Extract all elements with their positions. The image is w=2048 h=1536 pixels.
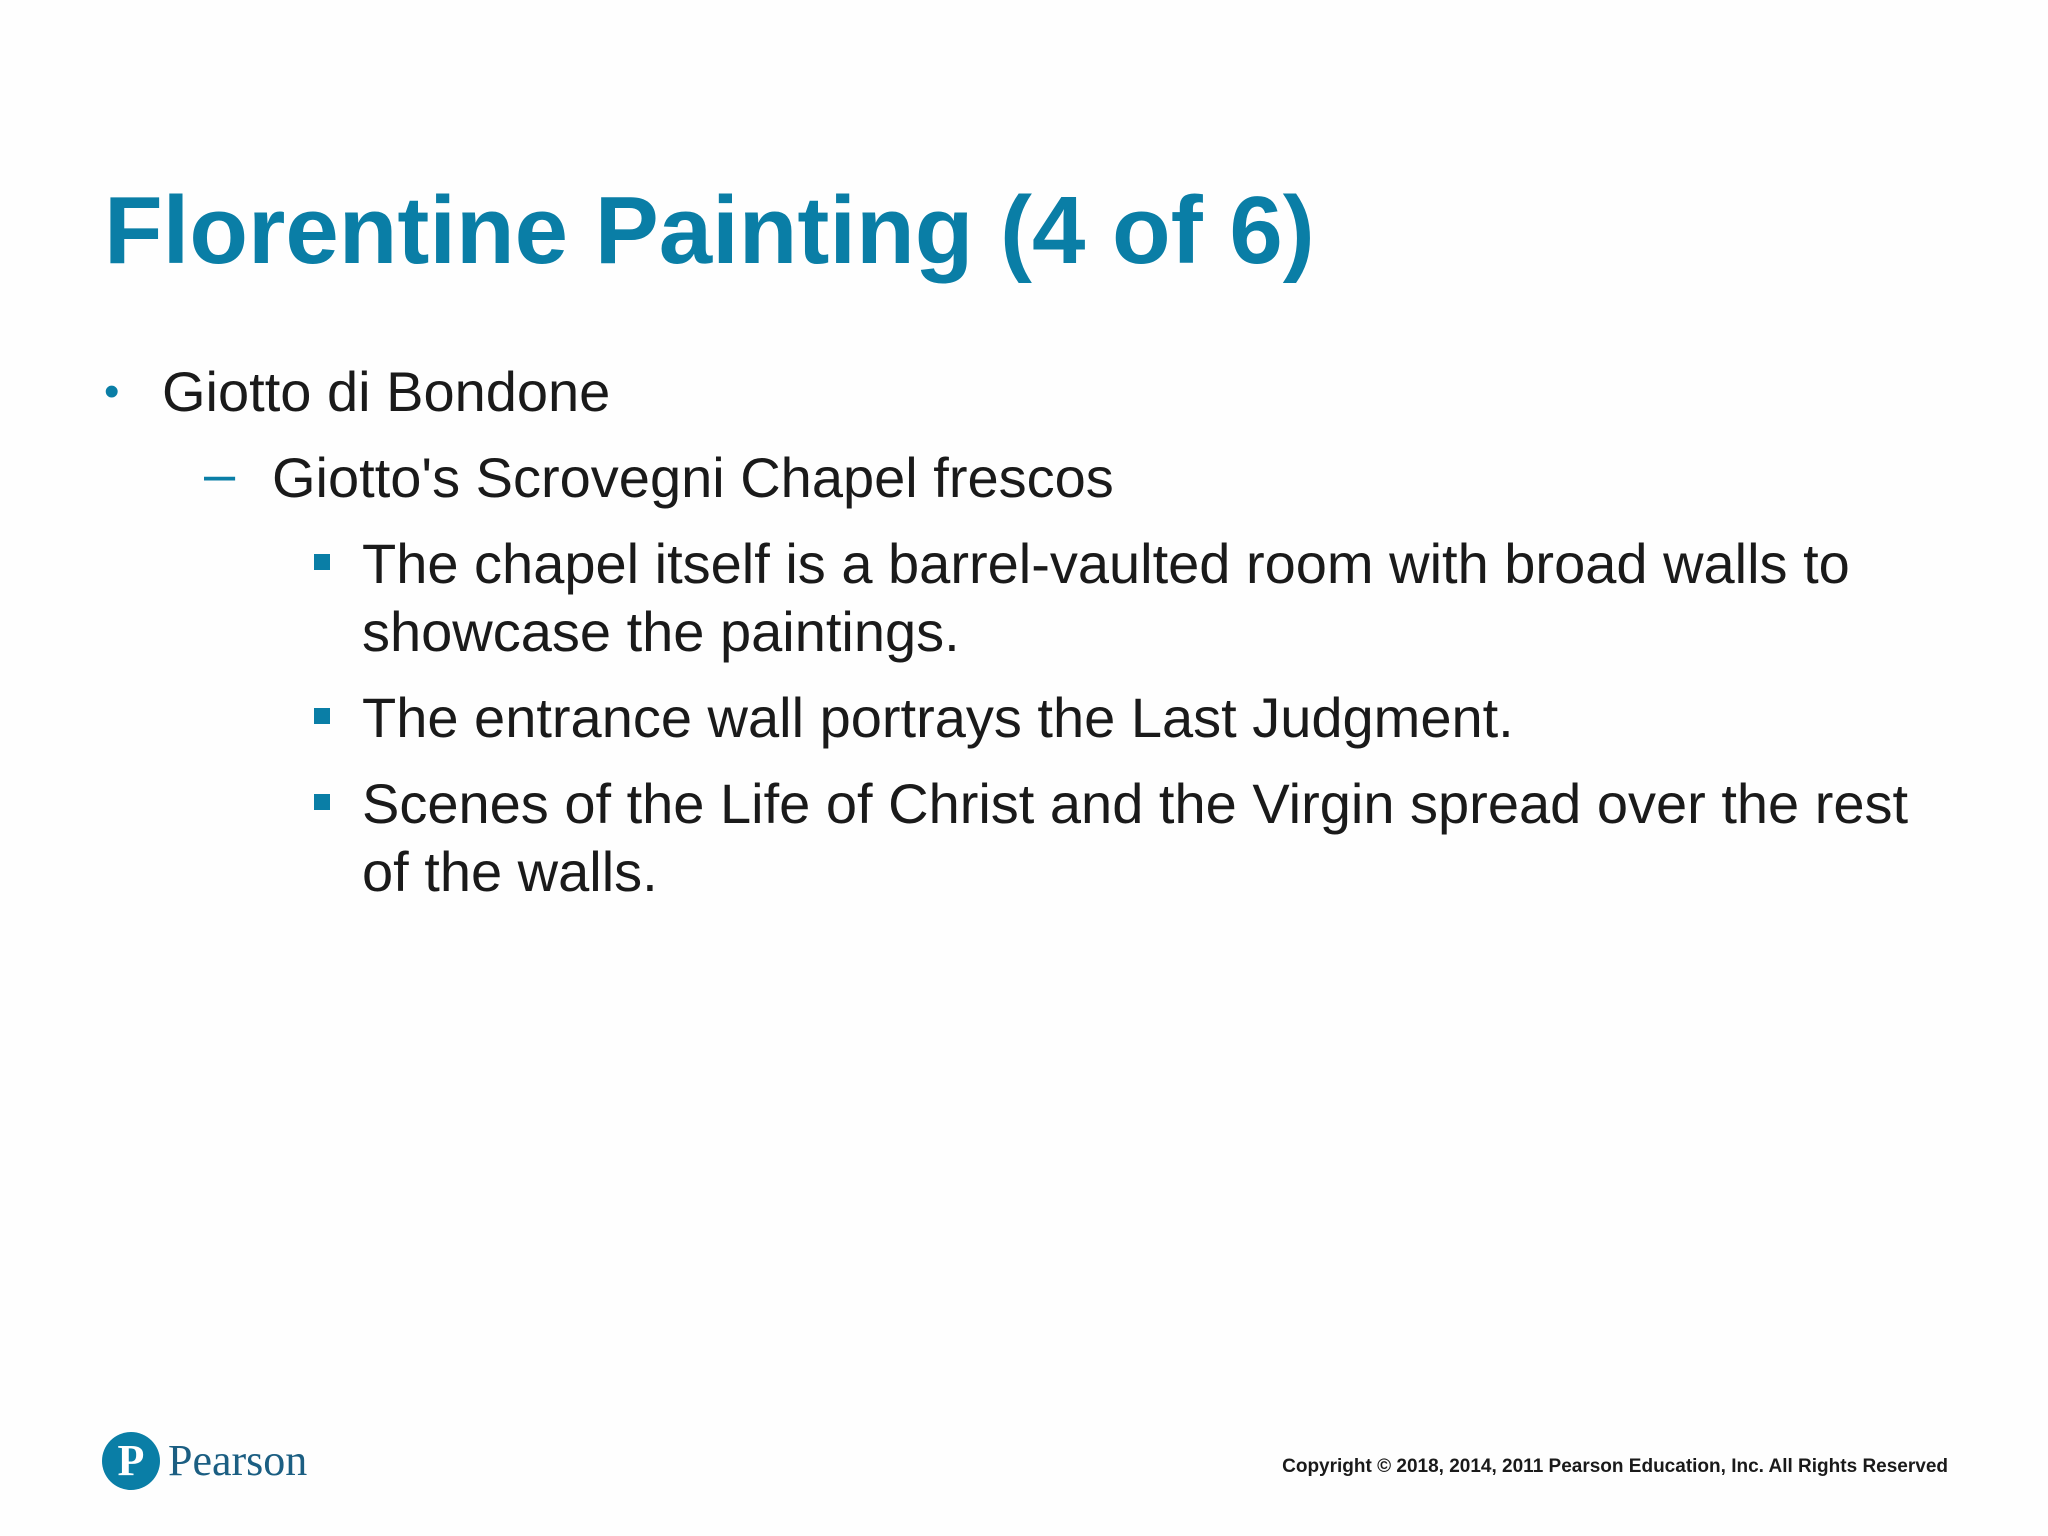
round-bullet-icon: • — [104, 367, 120, 416]
slide-title: Florentine Painting (4 of 6) — [104, 177, 1315, 284]
pearson-logo — [102, 1432, 307, 1490]
bullet-text: Scenes of the Life of Christ and the Virgin spread over the rest of the walls. — [362, 772, 1909, 903]
bullet-level3 — [362, 684, 1962, 752]
bullet-text: Giotto's Scrovegni Chapel frescos — [272, 446, 1114, 509]
square-bullet-icon — [314, 794, 330, 810]
bullet-text: Giotto di Bondone — [162, 360, 611, 423]
square-bullet-icon — [314, 554, 330, 570]
pearson-p-icon: P — [102, 1432, 160, 1490]
bullet-level3 — [362, 770, 1962, 906]
bullet-level3 — [362, 530, 1962, 666]
bullet-level2 — [204, 442, 1972, 512]
copyright-notice: Copyright © 2018, 2014, 2011 Pearson Education, Inc. All Rights Reserved — [1282, 1456, 1948, 1477]
bullet-level1 — [104, 358, 1962, 426]
bullet-text: The entrance wall portrays the Last Judgment. — [362, 686, 1514, 749]
pearson-wordmark: Pearson — [168, 1436, 308, 1485]
dash-bullet-icon: – — [204, 442, 236, 505]
square-bullet-icon — [314, 708, 330, 724]
bullet-text: The chapel itself is a barrel-vaulted room with broad walls to showcase the paintings. — [362, 532, 1850, 663]
